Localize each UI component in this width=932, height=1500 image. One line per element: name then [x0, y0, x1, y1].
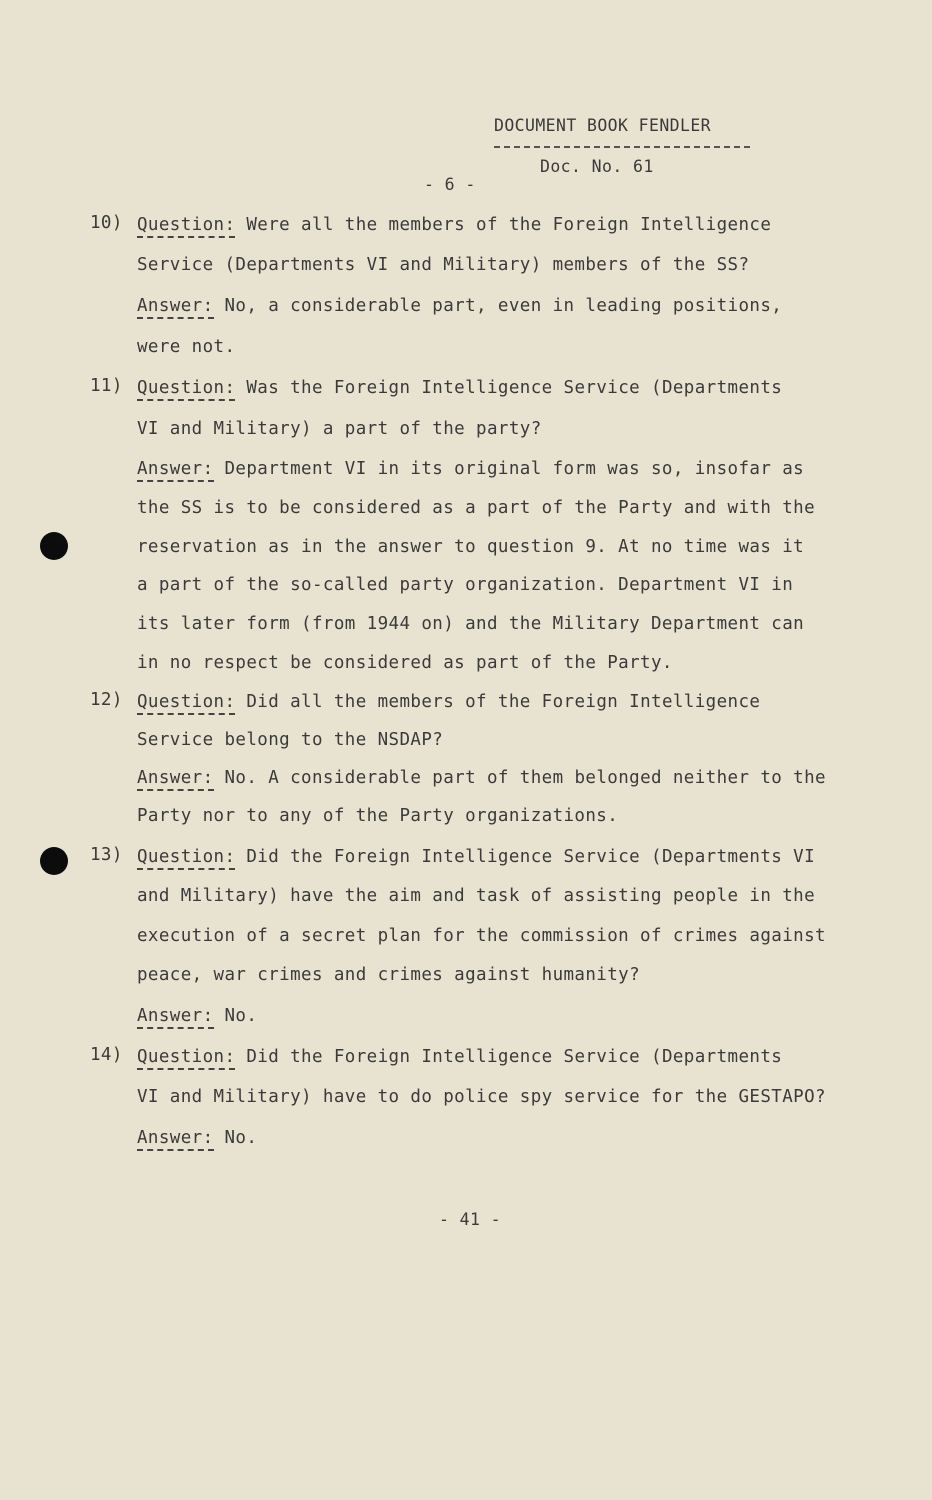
page-number: - 41 - [439, 1210, 502, 1229]
question-label: Question: [137, 1047, 235, 1070]
answer-line: Party nor to any of the Party organizations. [137, 806, 619, 826]
question-line: VI and Military) have to do police spy service for the GESTAPO? [137, 1087, 826, 1107]
question-label: Question: [137, 847, 235, 870]
answer-line: in no respect be considered as part of the Party. [137, 653, 673, 673]
answer-line: Answer: No, a considerable part, even in leading positions, [137, 296, 782, 316]
answer-line: reservation as in the answer to question 9. At no time was it [137, 537, 805, 557]
question-line: Service belong to the NSDAP? [137, 730, 444, 750]
question-line: Service (Departments VI and Military) members of the SS? [137, 255, 750, 275]
question-line: Question: Was the Foreign Intelligence Service (Departments [137, 378, 782, 398]
item-number: 12) [90, 690, 123, 710]
question-line: execution of a secret plan for the commission of crimes against [137, 926, 826, 946]
punch-hole [40, 847, 68, 875]
answer-label: Answer: [137, 1006, 214, 1029]
answer-line: Answer: No. [137, 1006, 257, 1026]
answer-label: Answer: [137, 459, 214, 482]
document-book-title: DOCUMENT BOOK FENDLER [494, 116, 712, 135]
punch-hole [40, 532, 68, 560]
answer-line: a part of the so-called party organization. Department VI in [137, 575, 794, 595]
question-line: Question: Did the Foreign Intelligence Service (Departments VI [137, 847, 815, 867]
inner-page-number: - 6 - [424, 175, 476, 194]
question-line: Question: Did all the members of the Foreign Intelligence [137, 692, 760, 712]
question-label: Question: [137, 215, 235, 238]
item-number: 14) [90, 1045, 123, 1065]
answer-label: Answer: [137, 1128, 214, 1151]
question-label: Question: [137, 378, 235, 401]
answer-label: Answer: [137, 768, 214, 791]
item-number: 11) [90, 376, 123, 396]
answer-line: the SS is to be considered as a part of the Party and with the [137, 498, 816, 518]
question-label: Question: [137, 692, 235, 715]
answer-label: Answer: [137, 296, 214, 319]
answer-line: Answer: No. A considerable part of them belonged neither to the [137, 768, 826, 788]
item-number: 13) [90, 845, 123, 865]
question-line: VI and Military) a part of the party? [137, 419, 542, 439]
question-line: Question: Did the Foreign Intelligence Service (Departments [137, 1047, 782, 1067]
title-underline [494, 146, 750, 148]
answer-line: were not. [137, 337, 236, 357]
answer-line: its later form (from 1944 on) and the Military Department can [137, 614, 805, 634]
answer-line: Answer: Department VI in its original form was so, insofar as [137, 459, 804, 479]
question-line: peace, war crimes and crimes against humanity? [137, 965, 641, 985]
question-line: Question: Were all the members of the Foreign Intelligence [137, 215, 771, 235]
item-number: 10) [90, 213, 123, 233]
answer-line: Answer: No. [137, 1128, 257, 1148]
question-line: and Military) have the aim and task of assisting people in the [137, 886, 816, 906]
doc-number: Doc. No. 61 [540, 157, 654, 176]
